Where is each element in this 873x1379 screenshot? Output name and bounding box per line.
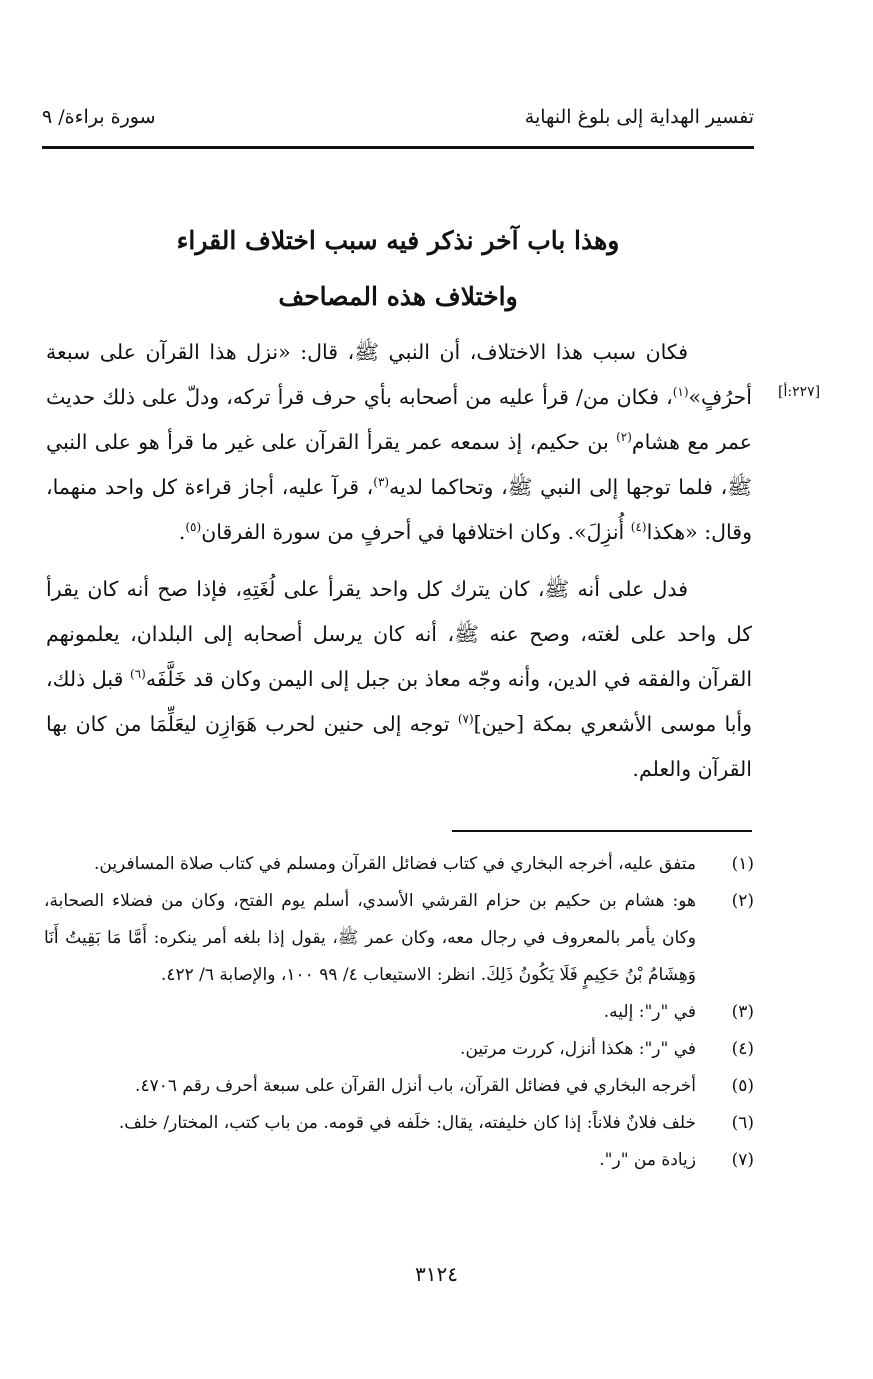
footnote-ref-4: (٤) [630,520,647,535]
footnotes [44,846,754,1179]
footnote-number: (٥) [731,1076,754,1096]
paragraph-1-text-4: ، قرآ عليه، أجاز قراءة كل واحد منهما، وقال: «هكذا [46,475,752,544]
footnote-text: خلف فلانٌ فلاناً: إذا كان خليفته، يقال: خلَفه في قومه. من باب كتب، المختار/ خلف. [118,1113,696,1133]
footnote-number: (٧) [731,1150,754,1170]
paragraph-1 [46,330,752,555]
footnote-text: متفق عليه، أخرجه البخاري في كتاب فضائل القرآن ومسلم في كتاب صلاة المسافرين. [93,854,696,874]
footnote-number: (٦) [731,1113,754,1133]
paragraph-1-text-1: فكان سبب هذا الاختلاف، أن النبي ﷺ، قال: «نزل هذا القرآن على سبعة أحرُفٍ» [46,340,752,409]
paragraph-2 [46,567,752,792]
footnote-text: في "ر": إليه. [603,1002,696,1022]
footnote-text: هو: هشام بن حكيم بن حزام القرشي الأسدي، أسلم يوم الفتح، وكان من فضلاء الصحابة، وكان يأمر بالمعروف في رجال معه، وكان عمر ﷺ، يقول إذا بلغه أمر ينكره: أَمَّا مَا بَقِيتُ أَنَا وَهِشَامُ بْنُ حَكِيمٍ فَلَا يَكُونُ ذَلِكَ. انظر: الاستيعاب ٤/ ٩٩ ١٠٠، والإصابة ٦/ ٤٢٢. [44,891,696,985]
paragraph-1-text-6: . [178,520,186,544]
footnote-1 [44,846,754,883]
footnote-number: (٤) [731,1039,754,1059]
chapter-title-line-2: واختلاف هذه المصاحف [278,282,518,311]
footnote-ref-3: (٣) [373,475,390,490]
page-number: ٣١٢٤ [415,1262,458,1286]
surah-reference: سورة براءة/ ٩ [42,106,156,128]
footnote-number: (١) [731,854,754,874]
paragraph-1-text-2: ، فكان من/ قرأ عليه من أصحابه بأي حرف قرأ تركه، ودلّ على ذلك حديث عمر مع هشام [46,385,752,454]
footnote-number: (٣) [731,1002,754,1022]
chapter-title-line-1: وهذا باب آخر نذكر فيه سبب اختلاف القراء [176,226,620,255]
header-rule [42,146,754,149]
footnote-ref-2: (٢) [616,430,632,445]
footnote-ref-6: (٦) [130,667,146,682]
paragraph-2-text-2: قبل ذلك، وأبا موسى الأشعري بمكة [حين] [46,667,752,736]
footnote-ref-5: (٥) [185,520,202,535]
footnote-separator [452,830,752,832]
footnote-2 [44,883,754,994]
running-head [42,106,754,146]
footnote-5 [44,1068,754,1105]
footnote-text: أخرجه البخاري في فضائل القرآن، باب أنزل القرآن على سبعة أحرف رقم ٤٧٠٦. [135,1076,696,1096]
footnote-text: زيادة من "ر". [599,1150,696,1170]
footnote-ref-7: (٧) [457,712,474,727]
footnote-text: في "ر": هكذا أنزل، كررت مرتين. [460,1039,696,1059]
paragraph-2-text-1: فدل على أنه ﷺ، كان يترك كل واحد يقرأ على لُغَتِهِ، فإذا صح أنه كان يقرأ كل واحد على لغته، وصح عنه ﷺ، أنه كان يرسل أصحابه إلى البلدان، يعلمونهم القرآن والفقه في الدين، وأنه وجّه معاذ بن جبل إلى اليمن وكان قد خَلَّفَه [46,577,753,691]
book-title: تفسير الهداية إلى بلوغ النهاية [524,106,754,128]
footnote-ref-1: (١) [672,385,689,400]
footnote-3 [44,994,754,1031]
paragraph-2-text-3: توجه إلى حنين لحرب هَوَازِن ليعَلِّمَا من كان بها القرآن والعلم. [46,712,752,781]
footnote-6 [44,1105,754,1142]
footnote-4 [44,1031,754,1068]
body-text [46,330,752,804]
paragraph-1-text-5: أُنزِلَ». وكان اختلافها في أحرفٍ من سورة الفرقان [201,520,631,544]
footnote-7 [44,1142,754,1179]
footnote-number: (٢) [731,891,754,911]
manuscript-folio-marker: [٢٢٧:أ] [778,384,821,400]
paragraph-1-text-3: بن حكيم، إذ سمعه عمر يقرأ القرآن على غير ما قرأ هو على النبي ﷺ، فلما توجها إلى النبي ﷺ، وتحاكما لديه [46,430,752,499]
